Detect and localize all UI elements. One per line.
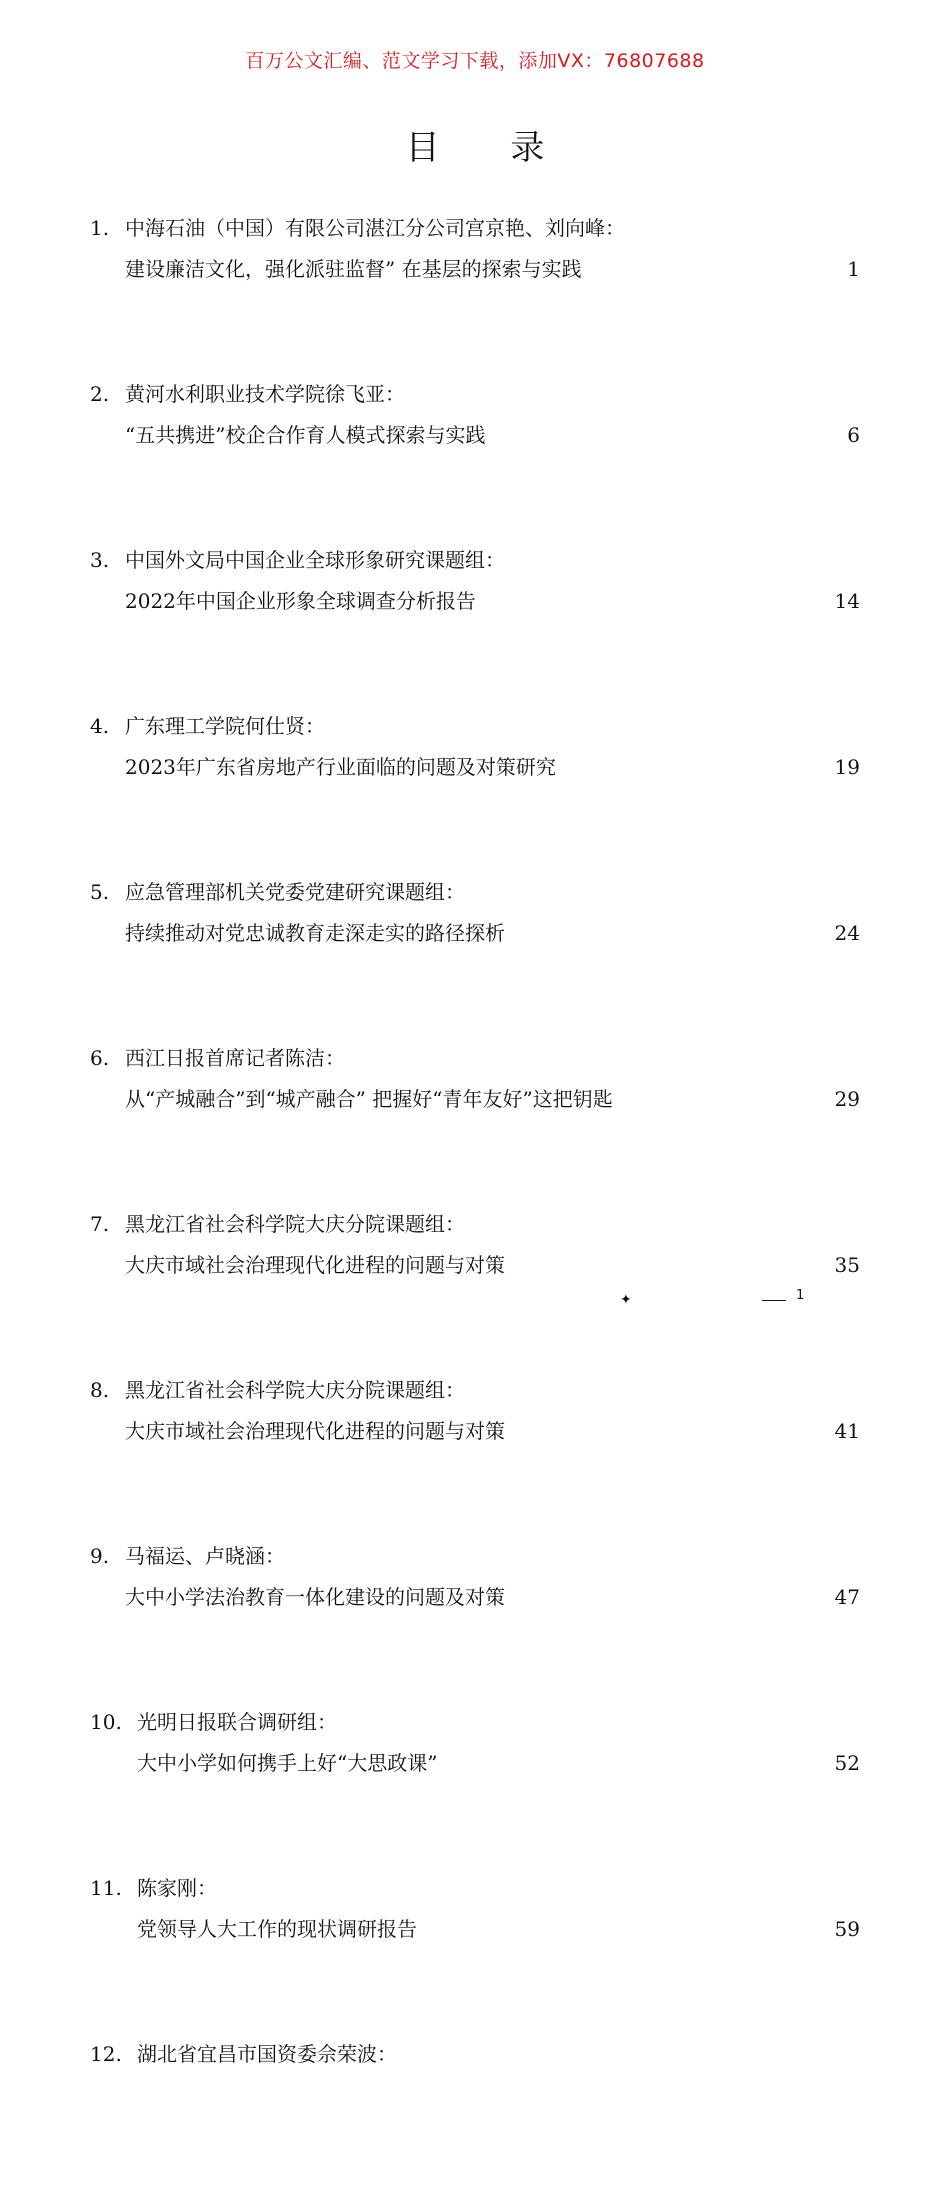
toc-entry-author: 中国外文局中国企业全球形象研究课题组： — [125, 548, 505, 572]
toc-author-line — [0, 2033, 950, 2075]
toc-author-line — [0, 539, 950, 581]
toc-entry-author: 陈家刚： — [137, 1876, 217, 1900]
toc-entry-page: 35 — [834, 1253, 860, 1277]
footer-mark-icon: ✦ — [620, 1292, 632, 1308]
toc-entry-page: 47 — [834, 1585, 860, 1609]
toc-entry — [0, 1867, 950, 2033]
toc-entry — [0, 1535, 950, 1701]
toc-author-line — [0, 1369, 950, 1411]
toc-entry-page: 59 — [834, 1917, 860, 1941]
toc-entry-number: 7. — [90, 1212, 110, 1236]
toc-author-line — [0, 705, 950, 747]
toc-entry-number: 2. — [90, 382, 110, 406]
toc-entry — [0, 871, 950, 1037]
toc-entry-author: 湖北省宜昌市国资委佘荣波： — [137, 2042, 397, 2066]
toc-entry-title: 持续推动对党忠诚教育走深走实的路径探析 — [125, 921, 505, 945]
toc-author-line — [0, 1037, 950, 1079]
toc-entry-author: 马福运、卢晓涵： — [125, 1544, 285, 1568]
toc-entry-author: 中海石油（中国）有限公司湛江分公司宫京艳、刘向峰： — [125, 216, 625, 240]
toc-title-line — [0, 414, 950, 456]
toc-entry-page: 1 — [847, 257, 860, 281]
toc-entry-page: 19 — [834, 755, 860, 779]
toc-entry-title: 建设廉洁文化，强化派驻监督” 在基层的探索与实践 — [125, 257, 582, 281]
toc-entry-title: 2023年广东省房地产行业面临的问题及对策研究 — [125, 755, 556, 779]
toc-entry-number: 11. — [90, 1876, 122, 1900]
toc-entry-page: 24 — [834, 921, 860, 945]
toc-entry-author: 广东理工学院何仕贤： — [125, 714, 325, 738]
toc-entry-title: 从“产城融合”到“城产融合” 把握好“青年友好”这把钥匙 — [125, 1087, 613, 1111]
toc-author-line — [0, 207, 950, 249]
toc-entry — [0, 1369, 950, 1535]
toc-entry-title: 大庆市域社会治理现代化进程的问题与对策 — [125, 1253, 505, 1277]
table-of-contents — [0, 207, 950, 2199]
toc-author-line — [0, 1535, 950, 1577]
toc-entry — [0, 373, 950, 539]
toc-title-line — [0, 1244, 950, 1286]
footer-page-number: 1 — [796, 1288, 805, 1303]
toc-entry-title: “五共携进”校企合作育人模式探索与实践 — [125, 423, 486, 447]
toc-entry-number: 3. — [90, 548, 110, 572]
toc-entry-number: 10. — [90, 1710, 122, 1734]
toc-entry — [0, 705, 950, 871]
watermark-banner: 百万公文汇编、范文学习下载，添加VX：76807688 — [245, 50, 705, 72]
toc-entry-author: 黑龙江省社会科学院大庆分院课题组： — [125, 1212, 465, 1236]
footer-dash — [762, 1300, 786, 1301]
page-title: 目 录 — [405, 128, 575, 168]
toc-author-line — [0, 1203, 950, 1245]
toc-entry-author: 光明日报联合调研组： — [137, 1710, 337, 1734]
toc-entry — [0, 1701, 950, 1867]
toc-author-line — [0, 871, 950, 913]
toc-title-line — [0, 248, 950, 290]
toc-entry-author: 黄河水利职业技术学院徐飞亚： — [125, 382, 405, 406]
toc-entry-number: 9. — [90, 1544, 110, 1568]
toc-entry — [0, 539, 950, 705]
toc-title-line — [0, 1078, 950, 1120]
toc-entry-number: 8. — [90, 1378, 110, 1402]
toc-title-line — [0, 580, 950, 622]
toc-entry-number: 12. — [90, 2042, 122, 2066]
toc-entry-author: 西江日报首席记者陈洁： — [125, 1046, 345, 1070]
toc-entry-page: 29 — [834, 1087, 860, 1111]
toc-entry-page: 14 — [834, 589, 860, 613]
toc-author-line — [0, 1867, 950, 1909]
toc-title-line — [0, 1908, 950, 1950]
toc-entry — [0, 1037, 950, 1203]
toc-entry-number: 1. — [90, 216, 110, 240]
toc-author-line — [0, 373, 950, 415]
toc-entry — [0, 1203, 950, 1369]
toc-title-line — [0, 912, 950, 954]
toc-entry-number: 5. — [90, 880, 110, 904]
toc-title-line — [0, 1742, 950, 1784]
toc-author-line — [0, 1701, 950, 1743]
toc-entry-author: 应急管理部机关党委党建研究课题组： — [125, 880, 465, 904]
toc-entry-title: 大中小学如何携手上好“大思政课” — [137, 1751, 438, 1775]
toc-entry-number: 4. — [90, 714, 110, 738]
toc-entry-page: 52 — [834, 1751, 860, 1775]
toc-entry — [0, 207, 950, 373]
toc-entry-title: 大庆市域社会治理现代化进程的问题与对策 — [125, 1419, 505, 1443]
toc-title-line — [0, 1410, 950, 1452]
toc-title-line — [0, 746, 950, 788]
toc-entry-title: 大中小学法治教育一体化建设的问题及对策 — [125, 1585, 505, 1609]
toc-entry-page: 41 — [834, 1419, 860, 1443]
toc-entry-page: 6 — [847, 423, 860, 447]
toc-entry — [0, 2033, 950, 2199]
toc-entry-number: 6. — [90, 1046, 110, 1070]
toc-entry-title: 2022年中国企业形象全球调查分析报告 — [125, 589, 476, 613]
toc-entry-title: 党领导人大工作的现状调研报告 — [137, 1917, 417, 1941]
toc-title-line — [0, 1576, 950, 1618]
toc-entry-author: 黑龙江省社会科学院大庆分院课题组： — [125, 1378, 465, 1402]
